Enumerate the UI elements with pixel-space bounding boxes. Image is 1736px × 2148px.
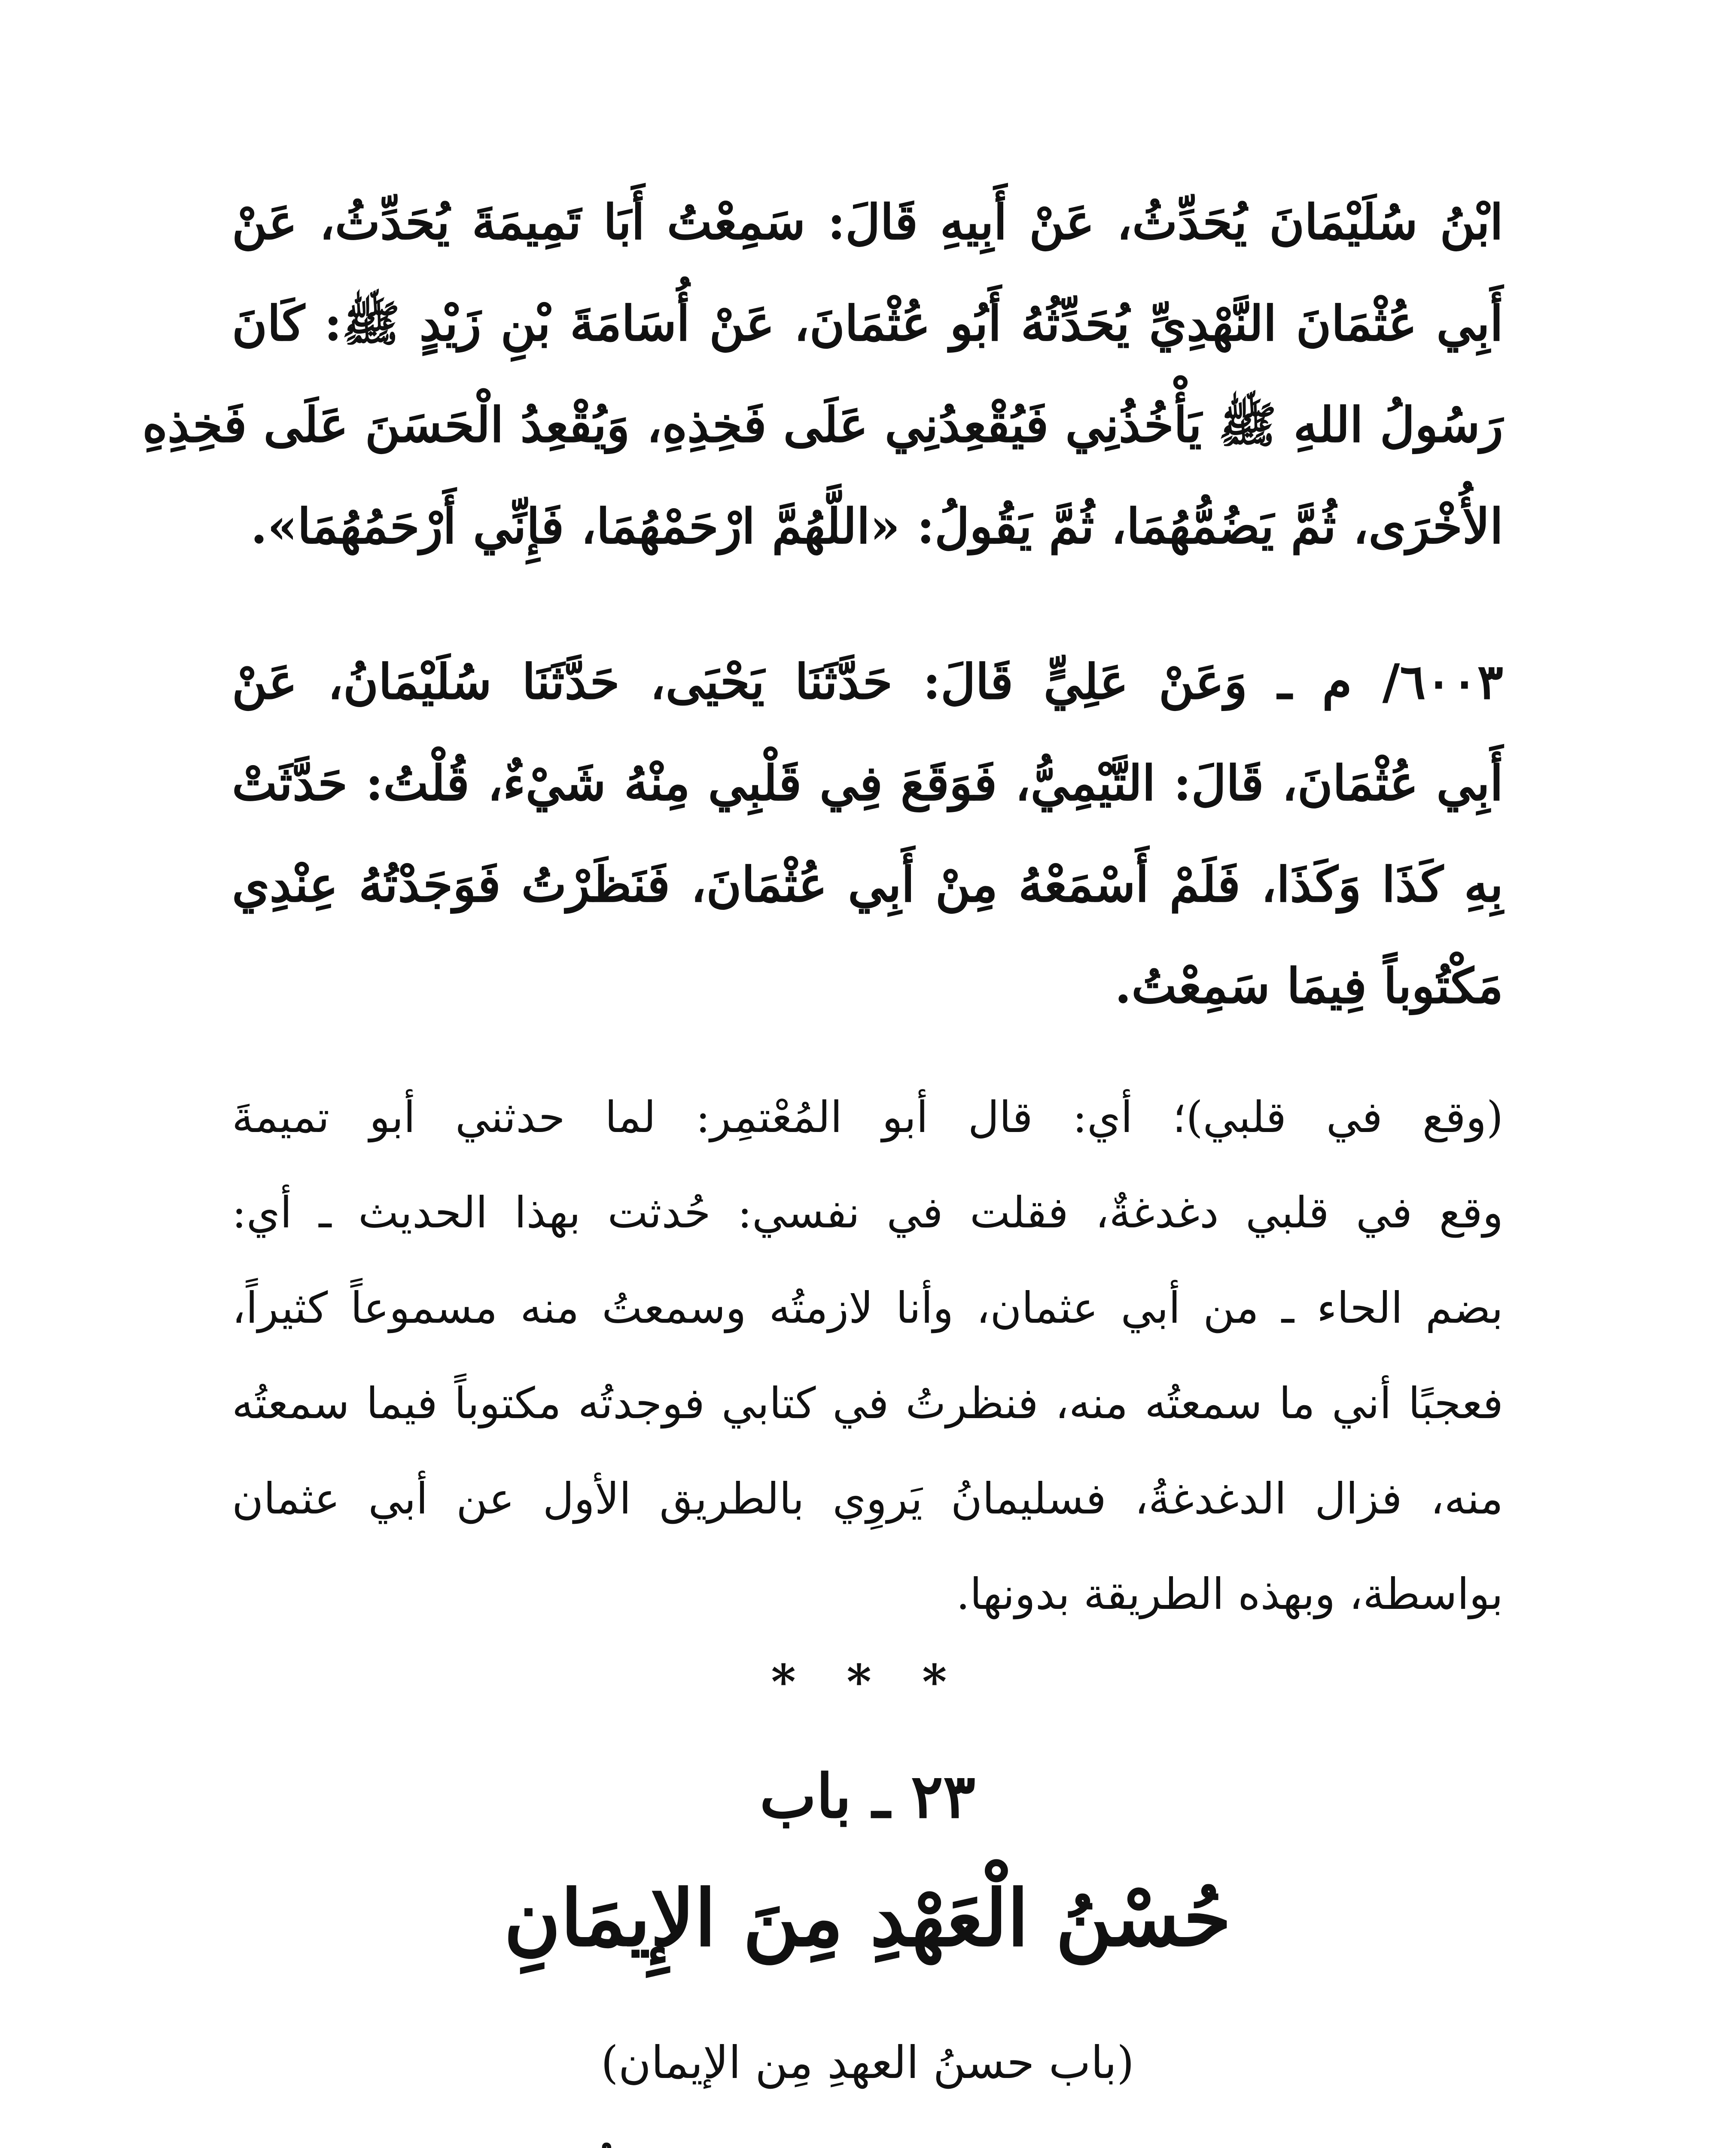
- hadith-6003: [232, 632, 1503, 1037]
- chapter-title: حُسْنُ الْعَهْدِ مِنَ الإِيمَانِ: [504, 1873, 1231, 1964]
- chapter-subtitle: (باب حسنُ العهدِ مِن الإيمان): [601, 2036, 1134, 2089]
- text-line: أَبِي عُثْمَانَ النَّهْدِيِّ يُحَدِّثُهُ أَبُو عُثْمَانَ، عَنْ أُسَامَةَ بْنِ زَيْدٍ ﷺ: كَانَ: [232, 296, 1503, 352]
- commentary-block: [232, 1070, 1503, 1642]
- text-line: بواسطة، وبهذه الطريقة بدونها.: [956, 1569, 1503, 1619]
- hadith-6004: [232, 2139, 1503, 2148]
- chapter-number: ٢٣ ـ باب: [759, 1761, 976, 1832]
- text-line: بضم الحاء ـ من أبي عثمان، وأنا لازمتُه وسمعتُ منه مسموعاً كثيراً،: [232, 1283, 1503, 1333]
- text-line: أَبِي عُثْمَانَ، قَالَ: التَّيْمِيُّ، فَوَقَعَ فِي قَلْبِي مِنْهُ شَيْءٌ، قُلْتُ: حَدَّثَتْ: [232, 755, 1503, 812]
- text-line: (وقع في قلبي)؛ أي: قال أبو المُعْتمِر: لما حدثني أبو تميمةَ: [232, 1092, 1503, 1142]
- section-separator: * * *: [771, 1654, 964, 1709]
- hadith-6002-continuation: [142, 172, 1503, 577]
- text-line: ابْنُ سُلَيْمَانَ يُحَدِّثُ، عَنْ أَبِيهِ قَالَ: سَمِعْتُ أَبَا تَمِيمَةَ يُحَدِّثُ، عَنْ: [232, 194, 1503, 250]
- text-line: مَكْتُوباً فِيمَا سَمِعْتُ.: [1115, 958, 1503, 1014]
- text-line: منه، فزال الدغدغةُ، فسليمانُ يَروِي بالطريق الأول عن أبي عثمان: [232, 1474, 1503, 1524]
- text-line: [232, 2139, 1503, 2148]
- text-line: رَسُولُ اللهِ ﷺ يَأْخُذُنِي فَيُقْعِدُنِي عَلَى فَخِذِهِ، وَيُقْعِدُ الْحَسَنَ عَلَى فَخِذِهِ: [142, 397, 1503, 453]
- text-line: فعجبًا أني ما سمعتُه منه، فنظرتُ في كتابي فوجدتُه مكتوباً فيما سمعتُه: [232, 1378, 1503, 1428]
- text-line: ٦٠٠٣/ م ـ وَعَنْ عَلِيٍّ قَالَ: حَدَّثَنَا يَحْيَى، حَدَّثَنَا سُلَيْمَانُ، عَنْ: [232, 654, 1503, 710]
- text-line: وقع في قلبي دغدغةٌ، فقلت في نفسي: حُدثت بهذا الحديث ـ أي:: [232, 1187, 1503, 1238]
- text-line: بِهِ كَذَا وَكَذَا، فَلَمْ أَسْمَعْهُ مِنْ أَبِي عُثْمَانَ، فَنَظَرْتُ فَوَجَدْتُهُ عِنْدِي: [232, 857, 1503, 913]
- text-line: الأُخْرَى، ثُمَّ يَضُمُّهُمَا، ثُمَّ يَقُولُ: «اللَّهُمَّ ارْحَمْهُمَا، فَإِنِّي أَرْحَمُهُمَا».: [250, 498, 1503, 555]
